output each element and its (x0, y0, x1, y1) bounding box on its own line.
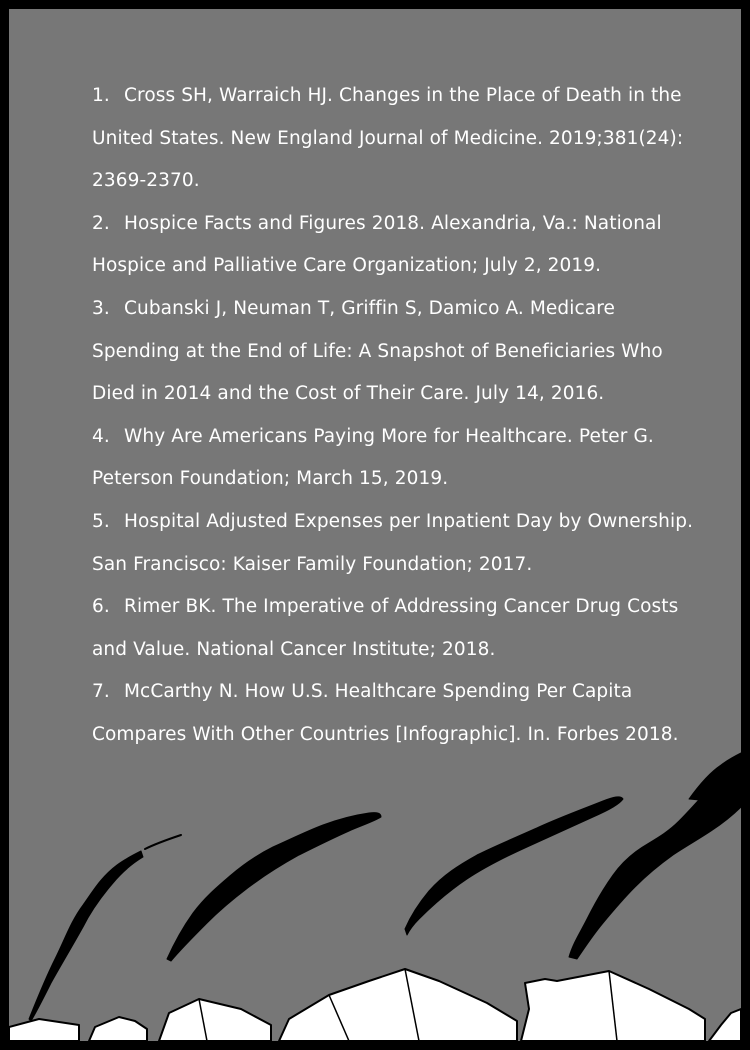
reference-number: 4. (92, 425, 110, 447)
smoke-plume-1 (29, 851, 143, 1021)
smoke-plume-1-tail (145, 835, 181, 849)
reference-number: 5. (92, 510, 110, 532)
reference-number: 2. (92, 212, 110, 234)
smoke-plume-2 (167, 813, 381, 961)
rooftop-left (89, 1017, 147, 1041)
rooftop-center-left (159, 999, 271, 1041)
comic-panel (9, 9, 741, 1041)
reference-number: 1. (92, 85, 110, 106)
reference-text: Cross SH, Warraich HJ. Changes in the Place of Death in the United States. New England Journal of Medicine. 2019;381(24): 2369-2370. (92, 85, 684, 192)
reference-text: Hospice Facts and Figures 2018. Alexandria, Va.: National Hospice and Palliative Care Organization; July 2, 2019. (92, 212, 662, 277)
reference-text: Cubanski J, Neuman T, Griffin S, Damico A. Medicare Spending at the End of Life: A Snapshot of Beneficiaries Who Died in 2014 and the Cost of Their Care. July 14, 2016. (92, 297, 663, 405)
reference-text: Hospital Adjusted Expenses per Inpatient Day by Ownership. San Francisco: Kaiser Family Foundation; 2017. (92, 510, 694, 575)
reference-text: Rimer BK. The Imperative of Addressing Cancer Drug Costs and Value. National Cancer Institute; 2018. (92, 596, 679, 660)
reference-text: McCarthy N. How U.S. Healthcare Spending Per Capita Compares With Other Countries [Infographic]. In. Forbes 2018. (92, 681, 679, 745)
rooftop-far-right (709, 1009, 741, 1041)
reference-text: Why Are Americans Paying More for Healthcare. Peter G. Peterson Foundation; March 15, 2019. (92, 425, 654, 490)
reference-number: 7. (92, 681, 110, 703)
chimney-smoke-illustration (9, 9, 741, 1041)
reference-number: 6. (92, 596, 110, 618)
rooftop-far-left (9, 1019, 79, 1041)
rooftop-center (279, 969, 517, 1041)
reference-number: 3. (92, 297, 110, 319)
